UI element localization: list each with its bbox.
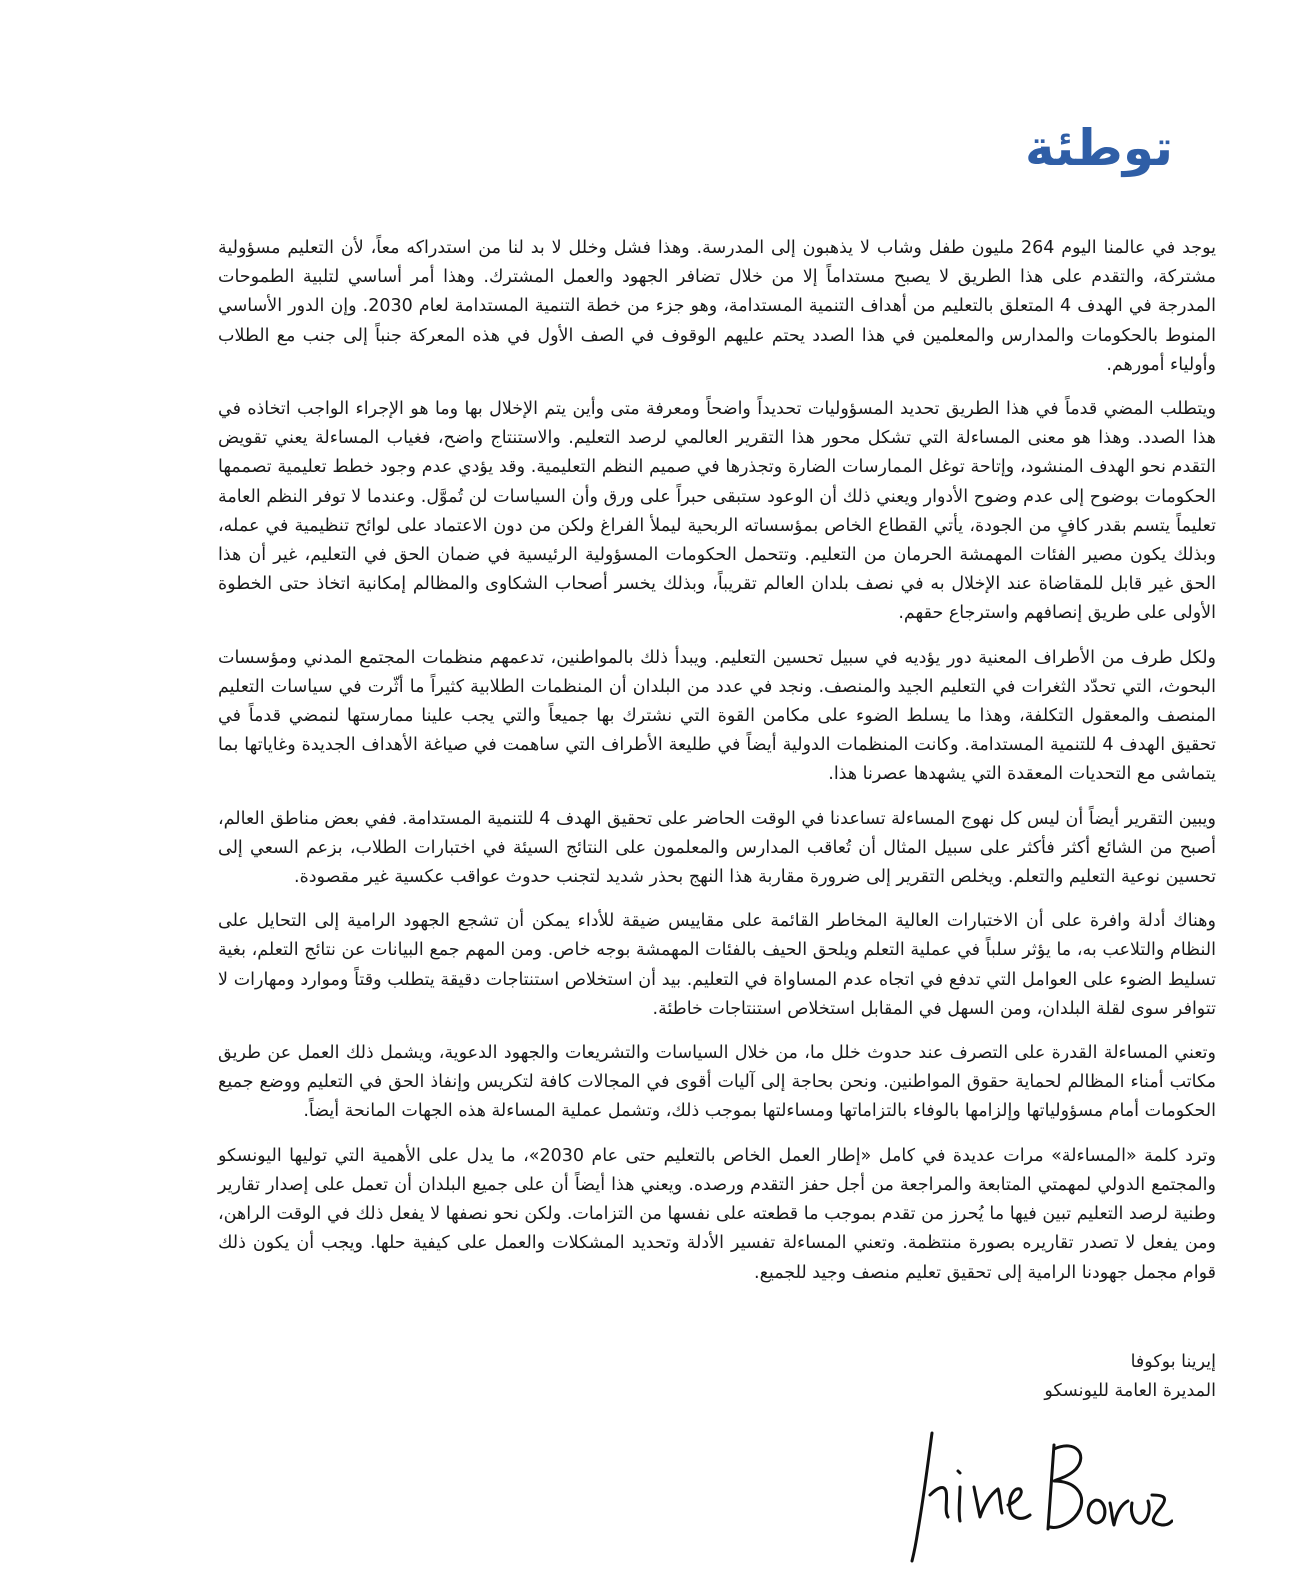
author-name: إيرينا بوكوفا <box>1130 1352 1216 1372</box>
signoff-block <box>218 1348 1216 1406</box>
paragraph: ويبين التقرير أيضاً أن ليس كل نهوج المساءلة تساعدنا في الوقت الحاضر على تحقيق الهدف 4 للتنمية المستدامة. ففي بعض مناطق العالم، أصبح من الشائع أكثر فأكثر على سبيل المثال أن تُعاقب المدارس والمعلمون على النتائج السيئة في اختبارات الطلاب، بزعم السعي إلى تحسين نوعية التعليم والتعلم. ويخلص التقرير إلى ضرورة مقاربة هذا النهج بحذر شديد لتجنب حدوث عواقب عكسية غير مقصودة. <box>218 808 1216 888</box>
handwritten-signature <box>908 1425 1173 1565</box>
body-text <box>218 234 1216 1303</box>
paragraph: وتعني المساءلة القدرة على التصرف عند حدوث خلل ما، من خلال السياسات والتشريعات والجهود الدعوية، ويشمل ذلك العمل عن طريق مكاتب أمناء المظالم لحماية حقوق المواطنين. ونحن بحاجة إلى آليات أقوى في المجالات كافة لتكريس وإنفاذ الحق في التعليم ووضع جميع الحكومات أمام مسؤولياتها وإلزامها بالوفاء بالتزاماتها ومساءلتها بموجب ذلك، وتشمل عملية المساءلة هذه الجهات المانحة أيضاً. <box>218 1043 1216 1122</box>
page-title: توطئة <box>1025 119 1173 177</box>
paragraph: يوجد في عالمنا اليوم 264 مليون طفل وشاب لا يذهبون إلى المدرسة. وهذا فشل وخلل لا بد لنا من استدراكه معاً، لأن التعليم مسؤولية مشتركة، والتقدم على هذا الطريق لا يصبح مستداماً إلا من خلال تضافر الجهود والعمل المشترك. وهذا أمر أساسي لتلبية الطموحات المدرجة في الهدف 4 المتعلق بالتعليم من أهداف التنمية المستدامة، وهو جزء من خطة التنمية المستدامة لعام 2030. وإن الدور الأساسي المنوط بالحكومات والمدارس والمعلمين في هذا الصدد يحتم عليهم الوقوف في الصف الأول في هذه المعركة جنباً إلى جنب مع الطلاب وأولياء أمورهم. <box>218 238 1217 375</box>
author-role: المديرة العامة لليونسكو <box>1044 1381 1216 1401</box>
paragraph: ولكل طرف من الأطراف المعنية دور يؤديه في سبيل تحسين التعليم. ويبدأ ذلك بالمواطنين، تدعمهم منظمات المجتمع المدني ومؤسسات البحوث، التي تحدّد الثغرات في التعليم الجيد والمنصف. ونجد في عدد من البلدان أن المنظمات الطلابية كثيراً ما أثّرت في سياسات التعليم المنصف والمعقول التكلفة، وهذا ما يسلط الضوء على مكامن القوة التي نشترك بها جميعاً والتي يجب علينا ممارستها لنمضي قدماً في تحقيق الهدف 4 للتنمية المستدامة. وكانت المنظمات الدولية أيضاً في طليعة الأطراف التي ساهمت في صياغة الأهداف الجديدة وغاياتها بما يتماشى مع التحديات المعقدة التي يشهدها عصرنا هذا. <box>218 647 1217 785</box>
paragraph: وترد كلمة «المساءلة» مرات عديدة في كامل «إطار العمل الخاص بالتعليم حتى عام 2030»، ما يدل على الأهمية التي توليها اليونسكو والمجتمع الدولي لمهمتي المتابعة والمراجعة من أجل حفز التقدم ورصده. ويعني هذا أيضاً أن على جميع البلدان أن تعمل على إصدار تقارير وطنية لرصد التعليم تبين فيها ما يُحرز من تقدم بموجب ما قطعته على نفسها من التزامات. ولكن نحو نصفها لا يفعل ذلك في الوقت الراهن، ومن يفعل لا تصدر تقاريره بصورة منتظمة. وتعني المساءلة تفسير الأدلة وتحديد المشكلات والعمل على كيفية حلها. ويجب أن يكون ذلك قوام مجمل جهودنا الرامية إلى تحقيق تعليم منصف وجيد للجميع. <box>218 1145 1216 1283</box>
paragraph: وهناك أدلة وافرة على أن الاختبارات العالية المخاطر القائمة على مقاييس ضيقة للأداء يمكن أن تشجع الجهود الرامية إلى التحايل على النظام والتلاعب به، ما يؤثر سلباً في عملية التعلم ويلحق الحيف بالفئات المهمشة بوجه خاص. ومن المهم جمع البيانات عن نتائج التعلم، بغية تسليط الضوء على العوامل التي تدفع في اتجاه عدم المساواة في التعليم. بيد أن استخلاص استنتاجات دقيقة يتطلب وقتاً وموارد ومهارات لا تتوافر سوى لقلة البلدان، ومن السهل في المقابل استخلاص استنتاجات خاطئة. <box>218 911 1216 1019</box>
paragraph: ويتطلب المضي قدماً في هذا الطريق تحديد المسؤوليات تحديداً واضحاً ومعرفة متى وأين يتم الإخلال بها وما هو الإجراء الواجب اتخاذه في هذا الصدد. وهذا هو معنى المساءلة التي تشكل محور هذا التقرير العالمي لرصد التعليم. والاستنتاج واضح، فغياب المساءلة يعني تقويض التقدم نحو الهدف المنشود، وإتاحة توغل الممارسات الضارة وتجذرها في صميم النظم التعليمية. وقد يؤدي عدم وجود خطط تعليمية تصممها الحكومات بوضوح إلى عدم وضوح الأدوار ويعني ذلك أن الوعود ستبقى حبراً على ورق وأن السياسات لن تُموَّل. وعندما لا توفر النظم العامة تعليماً يتسم بقدر كافٍ من الجودة، يأتي القطاع الخاص بمؤسساته الربحية ليملأ الفراغ ولكن من دون الاعتماد على لوائح تنظيمية في عمله، وبذلك يكون مصير الفئات المهمشة الحرمان من التعليم. وتتحمل الحكومات المسؤولية الرئيسية في ضمان الحق في التعليم، غير أن هذا الحق غير قابل للمقاضاة عند الإخلال به في نصف بلدان العالم تقريباً، وبذلك يخسر أصحاب الشكاوى والمظالم إمكانية اتخاذ حتى الخطوة الأولى على طريق إنصافهم واسترجاع حقهم. <box>218 399 1216 624</box>
signature-drawing <box>908 1425 1173 1565</box>
